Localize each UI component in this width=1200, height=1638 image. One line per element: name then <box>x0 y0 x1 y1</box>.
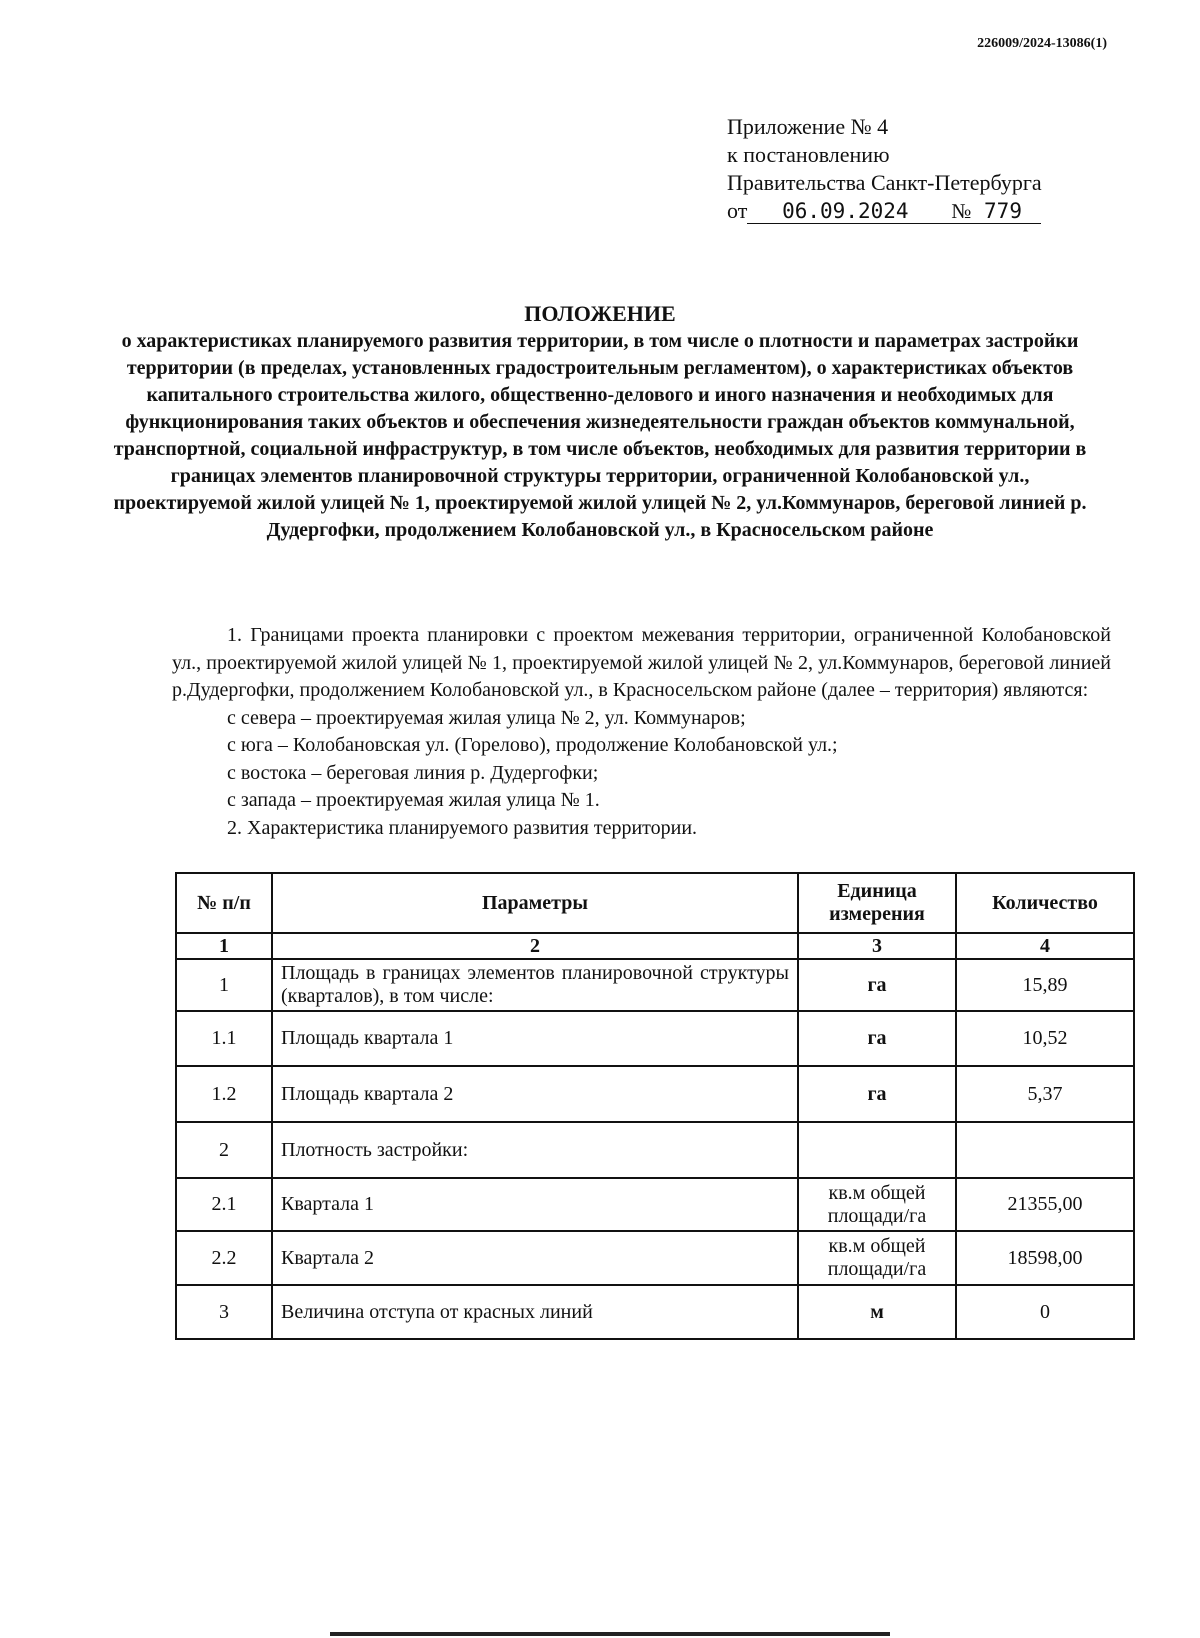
row-unit <box>798 1122 956 1178</box>
appendix-reference: к постановлению <box>727 142 890 167</box>
table-header-row <box>176 873 1134 933</box>
boundary-south: с юга – Колобановская ул. (Горелово), продолжение Колобановской ул.; <box>227 734 838 756</box>
row-parameter: Плотность застройки: <box>272 1122 798 1178</box>
header-quantity: Количество <box>956 873 1134 933</box>
row-parameter: Квартала 1 <box>272 1178 798 1231</box>
table-row <box>176 1231 1134 1285</box>
row-parameter: Величина отступа от красных линий <box>272 1285 798 1339</box>
table-row <box>176 1178 1134 1231</box>
resolution-date: 06.09.2024 <box>747 199 943 224</box>
characteristics-heading: 2. Характеристика планируемого развития территории. <box>227 816 698 839</box>
row-number: 1.2 <box>176 1066 272 1122</box>
row-unit: кв.м общей площади/га <box>798 1231 956 1285</box>
column-number-row <box>176 933 1134 959</box>
table-row <box>176 1285 1134 1339</box>
appendix-title: Приложение № 4 <box>727 114 889 139</box>
row-unit: га <box>798 959 956 1011</box>
row-quantity: 10,52 <box>956 1011 1134 1066</box>
row-number: 2 <box>176 1122 272 1178</box>
row-quantity: 21355,00 <box>956 1178 1134 1231</box>
row-number: 1 <box>176 959 272 1011</box>
row-number: 1.1 <box>176 1011 272 1066</box>
appendix-block <box>727 113 1042 225</box>
row-parameter: Площадь квартала 2 <box>272 1066 798 1122</box>
column-number: 1 <box>176 933 272 959</box>
row-unit: га <box>798 1011 956 1066</box>
row-unit: кв.м общей площади/га <box>798 1178 956 1231</box>
table-row <box>176 959 1134 1011</box>
document-subtitle: о характеристиках планируемого развития территории, в том числе о плотности и параметрах застройки территории (в пределах, установленных градостроительным регламентом), о характеристиках объектов капитального строительства жилого, общественно-делового и иного назначения и необходимых для функционирования таких объектов и обеспечения жизнедеятельности граждан объектов коммунальной, транспортной, социальной инфраструктур, в том числе объектов, необходимых для развития территории в границах элементов планировочной структуры территории, ограниченной Колобановской ул., проектируемой жилой улицей № 1, проектируемой жилой улицей № 2, ул.Коммунаров, береговой линией р. Дудергофки, продолжением Колобановской ул., в Красносельском районе <box>113 330 1087 541</box>
row-quantity: 15,89 <box>956 959 1134 1011</box>
boundary-west: с запада – проектируемая жилая улица № 1. <box>227 789 600 811</box>
row-unit: м <box>798 1285 956 1339</box>
column-number: 2 <box>272 933 798 959</box>
row-unit: га <box>798 1066 956 1122</box>
boundaries-paragraph: 1. Границами проекта планировки с проектом межевания территории, ограниченной Колобановской ул., проектируемой жилой улицей № 1, проектируемой жилой улицей № 2, ул.Коммунаров, береговой линией р.Дудергофки, продолжением Колобановской ул., в Красносельском районе (далее – территория) являются: <box>172 624 1111 701</box>
date-prefix: от <box>727 198 748 223</box>
row-number: 2.1 <box>176 1178 272 1231</box>
table-row <box>176 1011 1134 1066</box>
row-parameter: Площадь в границах элементов планировочной структуры (кварталов), в том числе: <box>272 959 798 1011</box>
document-registration-number: 226009/2024-13086(1) <box>977 36 1107 51</box>
table-row <box>176 1122 1134 1178</box>
boundary-north: с севера – проектируемая жилая улица № 2, ул. Коммунаров; <box>227 706 746 729</box>
parameters-table <box>175 872 1135 1340</box>
column-number: 4 <box>956 933 1134 959</box>
column-number: 3 <box>798 933 956 959</box>
appendix-authority: Правительства Санкт-Петербурга <box>727 170 1042 195</box>
row-quantity <box>956 1122 1134 1178</box>
row-parameter: Площадь квартала 1 <box>272 1011 798 1066</box>
document-body <box>172 622 1111 842</box>
document-title: ПОЛОЖЕНИЕ <box>524 301 676 326</box>
header-unit: Единица измерения <box>798 873 956 933</box>
scan-edge-rule <box>330 1632 890 1636</box>
number-prefix: № <box>951 199 972 223</box>
header-number: № п/п <box>176 873 272 933</box>
header-parameters: Параметры <box>272 873 798 933</box>
resolution-number <box>943 199 1041 224</box>
row-quantity: 0 <box>956 1285 1134 1339</box>
table-row <box>176 1066 1134 1122</box>
appendix-date-line <box>727 197 1042 225</box>
row-number: 3 <box>176 1285 272 1339</box>
row-quantity: 5,37 <box>956 1066 1134 1122</box>
row-number: 2.2 <box>176 1231 272 1285</box>
boundary-east: с востока – береговая линия р. Дудергофки; <box>227 761 599 784</box>
number-value: 779 <box>984 199 1022 223</box>
row-parameter: Квартала 2 <box>272 1231 798 1285</box>
row-quantity: 18598,00 <box>956 1231 1134 1285</box>
